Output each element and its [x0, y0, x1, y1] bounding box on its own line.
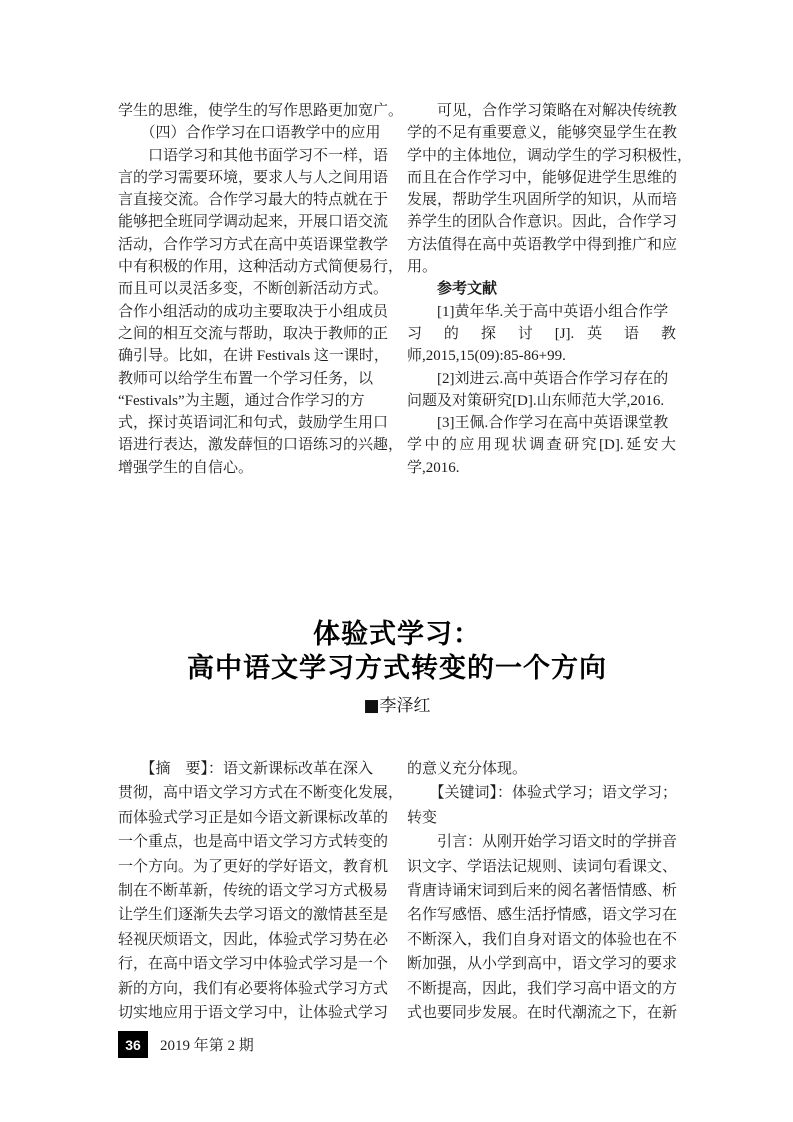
top-article-right-column [407, 100, 693, 479]
text-line: 而且可以灵活多变，不断创新活动方式。 [118, 281, 389, 298]
author-marker-square-icon: ■ [363, 696, 380, 716]
text-line: 行，在高中语文学习中体验式学习是一个 [118, 956, 389, 973]
text-line: 名作写感悟、感生活抒情感，语文学习在 [407, 907, 678, 924]
article-title-line-1: 体验式学习： [313, 619, 481, 649]
text-line: 学的不足有重要意义，能够突显学生在教 [407, 125, 678, 142]
text-line: 引言：从刚开始学习语文时的学拼音 [407, 834, 678, 851]
text-line: 不断提高，因此，我们学习高中语文的方 [407, 980, 678, 997]
text-line: 习 的 探 讨 [J]. 英 语 教 [407, 325, 676, 342]
text-line: 言直接交流。合作学习最大的特点就在于 [118, 192, 389, 209]
text-line: 学生的思维，使学生的写作思路更加宽广。 [118, 103, 404, 119]
text-line: 学中的应用现状调查研究[D].延安大 [407, 437, 676, 454]
text-line: 断加强，从小学到高中，语文学习的要求 [407, 956, 678, 973]
text-line: 识文字、学语法记规则、读词句看课文、 [407, 858, 678, 875]
text-line: 方法值得在高中英语教学中得到推广和应 [407, 236, 678, 253]
text-line: 确引导。比如，在讲 Festivals 这一课时， [118, 348, 389, 365]
text-line: 活动，合作学习方式在高中英语课堂教学 [118, 236, 389, 253]
text-line: 而且在合作学习中，能够促进学生思维的 [407, 169, 678, 186]
text-line: 【摘 要】：语文新课标改革在深入 [118, 761, 374, 777]
text-line: [2]刘进云.高中英语合作学习存在的 [407, 370, 669, 387]
text-line: 式，探讨英语词汇和句式，鼓励学生用口 [118, 415, 389, 432]
text-line: （四）合作学习在口语教学中的应用 [118, 125, 381, 142]
text-line: 教师可以给学生布置一个学习任务，以 [118, 370, 374, 387]
text-line: 增强学生的自信心。 [118, 459, 254, 476]
text-line: 用。 [407, 259, 438, 276]
text-line: [1]黄年华.关于高中英语小组合作学 [407, 303, 669, 320]
text-line: 问题及对策研究[D].山东师范大学,2016. [407, 392, 665, 409]
text-line: 可见，合作学习策略在对解决传统教 [407, 103, 678, 119]
text-line: 合作小组活动的成功主要取决于小组成员 [118, 303, 389, 320]
text-line: 学,2016. [407, 459, 460, 476]
new-article-right-column [407, 757, 676, 1025]
text-line: 轻视厌烦语文，因此，体验式学习势在必 [118, 931, 389, 948]
text-line: 式也要同步发展。在时代潮流之下，在新 [407, 1004, 678, 1021]
article-title-line-2: 高中语文学习方式转变的一个方向 [187, 653, 607, 683]
text-line: 能够把全班同学调动起来，开展口语交流 [118, 214, 389, 231]
text-line: 背唐诗诵宋词到后来的阅名著悟情感、析 [407, 882, 678, 899]
page-number-badge: 36 [118, 1031, 148, 1058]
text-line: 养学生的团队合作意识。因此，合作学习 [407, 214, 678, 231]
new-article-left-column [118, 757, 404, 1025]
text-line: 的意义充分体现。 [407, 761, 528, 777]
journal-issue-label: 2019 年第 2 期 [160, 1038, 254, 1054]
text-line: 言的学习需要环境，要求人与人之间用语 [118, 169, 389, 186]
text-line: 制在不断革新，传统的语文学习方式极易 [118, 882, 389, 899]
text-line: 让学生们逐渐失去学习语文的激情甚至是 [118, 907, 389, 924]
text-line: 学中的主体地位，调动学生的学习积极性， [407, 147, 693, 164]
text-line: 发展，帮助学生巩固所学的知识，从而培 [407, 192, 678, 209]
text-line: “Festivals”为主题，通过合作学习的方 [118, 392, 365, 409]
text-line: 而体验式学习正是如今语文新课标改革的 [118, 809, 389, 826]
text-line: 师,2015,15(09):85-86+99. [407, 348, 566, 365]
text-line: 一个方向。为了更好的学好语文，教育机 [118, 858, 389, 875]
text-line: 口语学习和其他书面学习不一样，语 [118, 147, 389, 164]
article-author-line [118, 696, 676, 716]
text-line: 贯彻，高中语文学习方式在不断变化发展， [118, 785, 404, 802]
top-article-left-column [118, 100, 404, 479]
article-author-name: 李泽红 [379, 696, 431, 715]
text-line: [3]王佩.合作学习在高中英语课堂教 [407, 415, 669, 432]
text-line: 【关键词】：体验式学习；语文学习； [407, 785, 678, 802]
text-line: 切实地应用于语文学习中，让体验式学习 [118, 1004, 389, 1021]
text-line: 之间的相互交流与帮助，取决于教师的正 [118, 325, 389, 342]
text-line: 不断深入，我们自身对语文的体验也在不 [407, 931, 678, 948]
text-line: 转变 [407, 809, 438, 826]
page-footer [118, 1031, 254, 1058]
text-line: 新的方向，我们有必要将体验式学习方式 [118, 980, 389, 997]
article-title-block [118, 617, 676, 716]
text-line: 参考文献 [407, 281, 498, 298]
text-line: 一个重点，也是高中语文学习方式转变的 [118, 834, 389, 851]
text-line: 中有积极的作用，这种活动方式简便易行， [118, 259, 404, 276]
text-line: 语进行表达，激发薛恒的口语练习的兴趣， [118, 437, 404, 454]
